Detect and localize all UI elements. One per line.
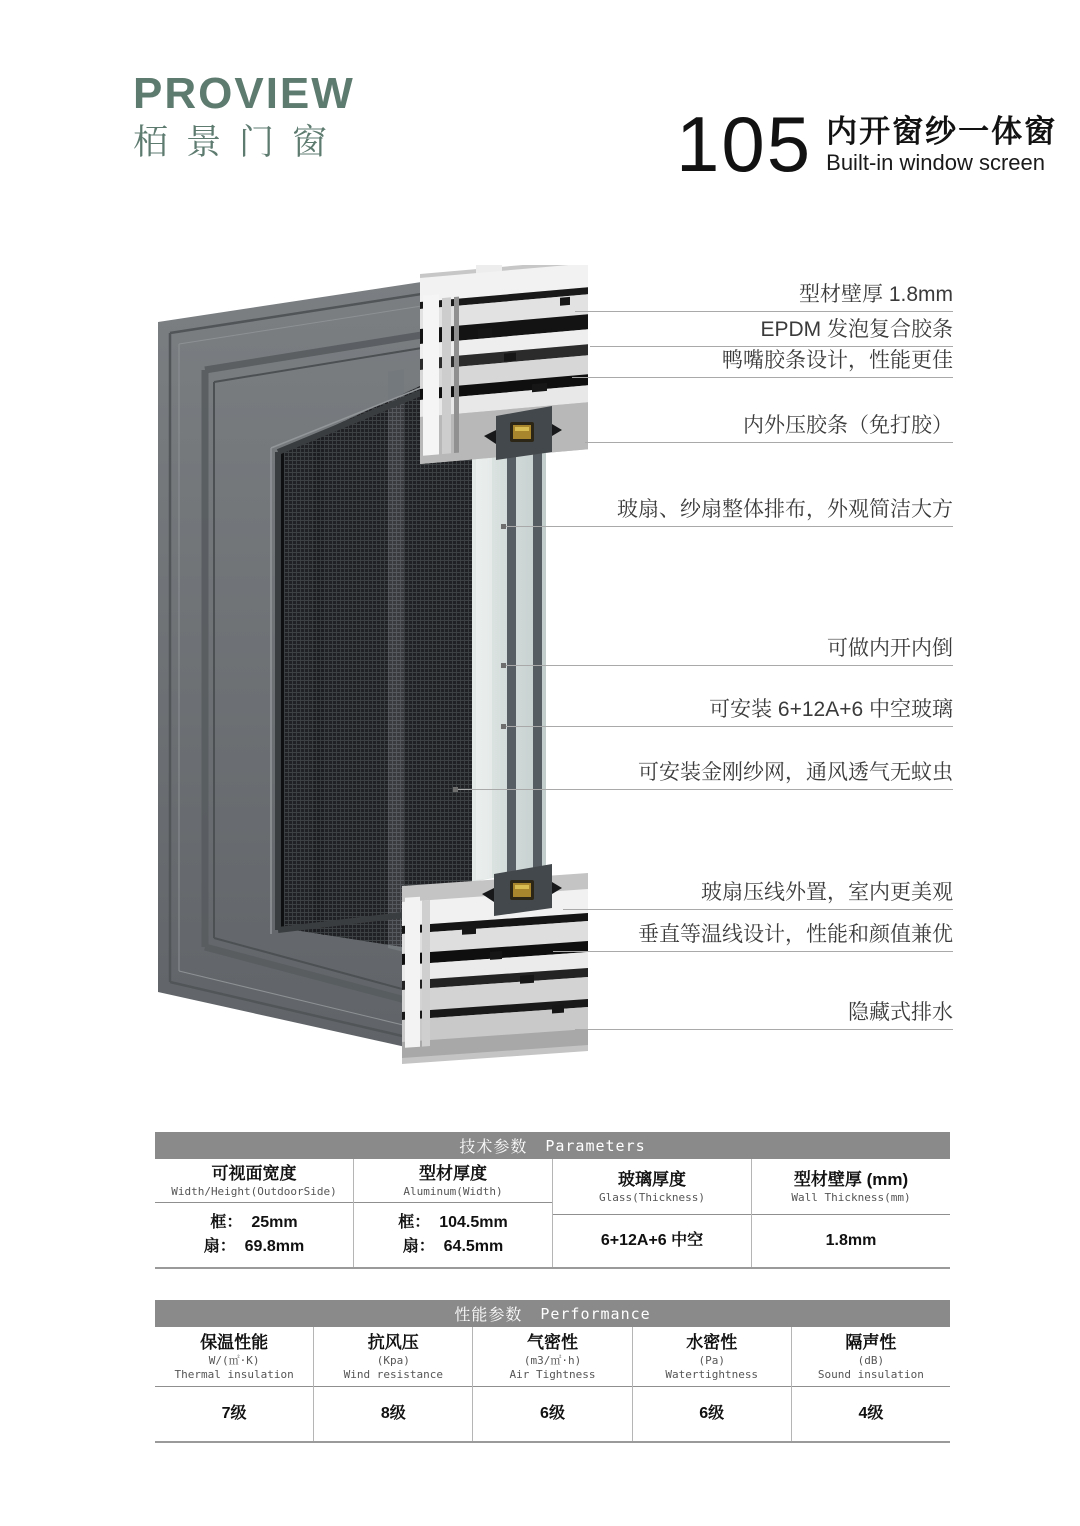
callout-isotherm-design: 垂直等温线设计，性能和颜值兼优: [638, 923, 953, 946]
col-header-cn: 气密性: [527, 1332, 578, 1352]
col-header-en: Sound insulation: [817, 1367, 924, 1381]
parameters-table: [155, 1132, 950, 1269]
col-header-en: Wind resistance: [343, 1367, 443, 1381]
leader-line: [503, 526, 953, 527]
callout-integrated-layout: 玻扇、纱扇整体排布，外观简洁大方: [617, 498, 953, 521]
col-header-cn: 隔声性: [845, 1332, 897, 1352]
callout-duckbill-gasket: 鸭嘴胶条设计，性能更佳: [722, 349, 953, 372]
product-model: 105: [676, 100, 813, 188]
product-title-block: [676, 100, 1058, 188]
callout-screen-mesh: 可安装金刚纱网，通风透气无蚊虫: [638, 761, 953, 784]
callout-glass-spec: 可安装 6+12A+6 中空玻璃: [709, 698, 953, 721]
perf-col-thermal: [155, 1327, 313, 1441]
leader-line: [503, 665, 953, 666]
cell-value: 6+12A+6 中空: [600, 1232, 704, 1249]
performance-bar-en: Performance: [540, 1304, 651, 1323]
perf-col-water: [632, 1327, 791, 1441]
cell-value: 扇： 69.8mm: [203, 1238, 305, 1255]
col-header-en: Glass(Thickness): [599, 1190, 705, 1204]
col-header-cn: 水密性: [686, 1332, 738, 1352]
col-header-en: Air Tightness: [509, 1367, 596, 1381]
performance-table-header-bar: [155, 1300, 950, 1327]
col-header-cn: 玻璃厚度: [618, 1169, 686, 1189]
perf-col-sound: [791, 1327, 950, 1441]
param-col-visible-width: [155, 1159, 353, 1267]
callout-external-bead: 玻扇压线外置，室内更美观: [701, 881, 953, 904]
cell-value: 框： 25mm: [210, 1214, 298, 1231]
col-header-cn: 可视面宽度: [211, 1163, 297, 1183]
brand-logo: [133, 69, 355, 166]
cell-value: 7级: [221, 1405, 247, 1422]
callout-press-in-gasket: 内外压胶条（免打胶）: [743, 414, 953, 437]
product-title-cn: 内开窗纱一体窗: [826, 114, 1058, 149]
parameters-bar-cn: 技术参数: [459, 1139, 528, 1156]
col-header-unit: (Kpa): [376, 1353, 410, 1367]
callout-wall-thickness: 型材壁厚 1.8mm: [798, 283, 953, 306]
col-header-en: Watertightness: [665, 1367, 759, 1381]
col-header-unit: (m3/㎡·h): [523, 1353, 582, 1367]
leader-line: [575, 311, 953, 312]
cell-value: 6级: [699, 1405, 725, 1422]
col-header-en: Thermal insulation: [174, 1367, 294, 1381]
cell-value: 8级: [380, 1405, 406, 1422]
param-col-glass-thickness: [552, 1159, 751, 1267]
brand-name-cn: 栢景门窗: [133, 123, 346, 162]
performance-table: [155, 1300, 950, 1443]
leader-line: [575, 1029, 953, 1030]
cell-value: 框： 104.5mm: [398, 1214, 508, 1231]
col-header-unit: (dB): [857, 1353, 885, 1367]
perf-col-air: [472, 1327, 631, 1441]
col-header-cn: 型材厚度: [419, 1163, 487, 1183]
performance-bar-cn: 性能参数: [454, 1307, 523, 1324]
col-header-en: Aluminum(Width): [403, 1184, 503, 1198]
leader-line: [572, 377, 953, 378]
param-col-wall-thickness: [751, 1159, 950, 1267]
leader-line: [590, 346, 953, 347]
callout-tilt-turn: 可做内开内倒: [827, 637, 953, 660]
col-header-en: Width/Height(OutdoorSide): [171, 1184, 337, 1198]
col-header-cn: 抗风压: [367, 1332, 419, 1352]
parameters-table-header-bar: [155, 1132, 950, 1159]
leader-line: [455, 789, 953, 790]
col-header-cn: 型材壁厚 (mm): [793, 1169, 909, 1189]
cell-value: 6级: [540, 1405, 565, 1422]
cell-value: 4级: [858, 1405, 884, 1422]
insulated-glass: [472, 440, 546, 882]
leader-line: [563, 909, 953, 910]
product-title-en: Built-in window screen: [826, 150, 1046, 175]
leader-line: [585, 442, 953, 443]
col-header-en: Wall Thickness(mm): [791, 1190, 911, 1204]
callout-hidden-drainage: 隐藏式排水: [848, 1001, 953, 1024]
leader-line: [553, 951, 953, 952]
leader-line: [503, 726, 953, 727]
col-header-cn: 保温性能: [200, 1332, 269, 1352]
cell-value: 扇： 64.5mm: [402, 1238, 504, 1255]
callout-epdm-gasket: EPDM 发泡复合胶条: [760, 318, 953, 341]
parameters-bar-en: Parameters: [545, 1136, 646, 1155]
perf-col-wind: [313, 1327, 472, 1441]
param-col-aluminum-width: [353, 1159, 552, 1267]
brand-name: PROVIEW: [133, 69, 355, 118]
col-header-unit: W/(㎡·K): [208, 1353, 260, 1367]
col-header-unit: (Pa): [698, 1353, 725, 1367]
cell-value: 1.8mm: [825, 1232, 877, 1249]
window-cross-section-illustration: [80, 265, 660, 1075]
